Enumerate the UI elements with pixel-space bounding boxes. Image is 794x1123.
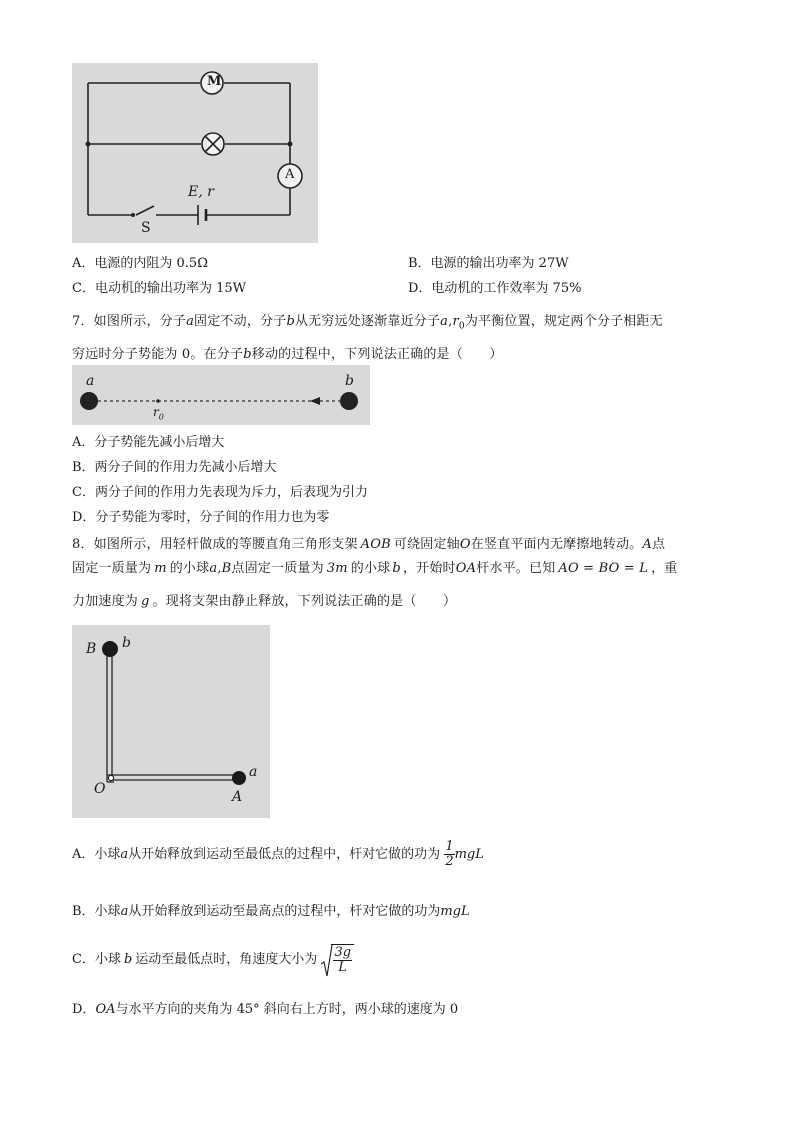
q8-option-d[interactable]: D．OA与水平方向的夹角为 45° 斜向右上方时，两小球的速度为 0	[72, 1002, 459, 1017]
switch-label: S	[141, 220, 151, 236]
q6-option-d[interactable]: D．电动机的工作效率为 75%	[408, 281, 582, 296]
label-b: b	[345, 373, 354, 389]
fraction: $\frac{1}{2}$	[445, 839, 454, 869]
q8-option-b[interactable]: B．小球a从开始释放到运动至最高点的过程中，杆对它做的功为mgL	[72, 904, 470, 919]
label-b: b	[122, 635, 131, 651]
switch-pivot	[131, 213, 135, 217]
ball-a	[232, 771, 246, 785]
square-root: $\frac{3g}{L}$	[321, 944, 354, 975]
source-label: E, r	[188, 184, 214, 200]
label-B: B	[86, 641, 97, 657]
molecule-a	[80, 392, 98, 410]
equilibrium-point	[156, 399, 160, 403]
label-a: a	[86, 373, 95, 389]
circuit-figure	[72, 63, 318, 243]
label-a: a	[249, 764, 258, 780]
junction-dot	[86, 142, 91, 147]
q7-stem-line-2: 穷远时分子势能为 0。在分子b移动的过程中，下列说法正确的是（ ）	[72, 347, 503, 362]
q8-stem-line-2: 固定一质量为 m 的小球a,B点固定一质量为 3m 的小球 b ，开始时OA杆水平。已知 AO = BO = L ，重	[72, 561, 678, 576]
battery-symbol	[198, 205, 206, 225]
q6-option-c[interactable]: C．电动机的输出功率为 15W	[72, 281, 246, 296]
ammeter-label: A	[285, 167, 295, 182]
q7-option-d[interactable]: D．分子势能为零时，分子间的作用力也为零	[72, 510, 330, 525]
bracket-figure	[72, 625, 270, 818]
q6-option-a[interactable]: A．电源的内阻为 0.5Ω	[72, 256, 208, 271]
motor-label: M	[207, 74, 222, 89]
radical-sign-icon	[321, 944, 333, 978]
ball-b	[102, 641, 118, 657]
label-r0: $r_0$	[153, 405, 164, 422]
q8-stem-line-1: 8．如图所示，用轻杆做成的等腰直角三角形支架 AOB 可绕固定轴O在竖直平面内无摩擦地转动。A点	[72, 537, 666, 552]
q7-option-b[interactable]: B．两分子间的作用力先减小后增大	[72, 460, 277, 475]
lamp-symbol	[202, 133, 224, 155]
q8-stem-line-3: 力加速度为 g 。现将支架由静止释放，下列说法正确的是（ ）	[72, 594, 457, 609]
molecule-b	[340, 392, 358, 410]
q7-option-a[interactable]: A．分子势能先减小后增大	[72, 435, 225, 450]
q7-stem-line-1: 7．如图所示，分子a固定不动，分子b从无穷远处逐渐靠近分子$a,r_0$为平衡位置，规定两个分子相距无	[72, 314, 663, 332]
q8-option-c[interactable]: C．小球 b 运动至最低点时，角速度大小为 $\frac{3g}{L}$	[72, 944, 354, 975]
molecule-diagram	[72, 365, 370, 425]
junction-dot	[288, 142, 293, 147]
q8-option-a[interactable]: A．小球a从开始释放到运动至最低点的过程中，杆对它做的功为 $\frac{1}{2}$ mgL	[72, 839, 484, 869]
label-A: A	[232, 789, 243, 805]
q6-option-b[interactable]: B．电源的输出功率为 27W	[408, 256, 569, 271]
molecule-figure	[72, 365, 370, 425]
q7-option-c[interactable]: C．两分子间的作用力先表现为斥力，后表现为引力	[72, 485, 368, 500]
label-O: O	[94, 781, 106, 797]
pivot-o	[108, 775, 113, 780]
circuit-diagram	[72, 63, 318, 243]
arrow-icon	[310, 397, 320, 405]
